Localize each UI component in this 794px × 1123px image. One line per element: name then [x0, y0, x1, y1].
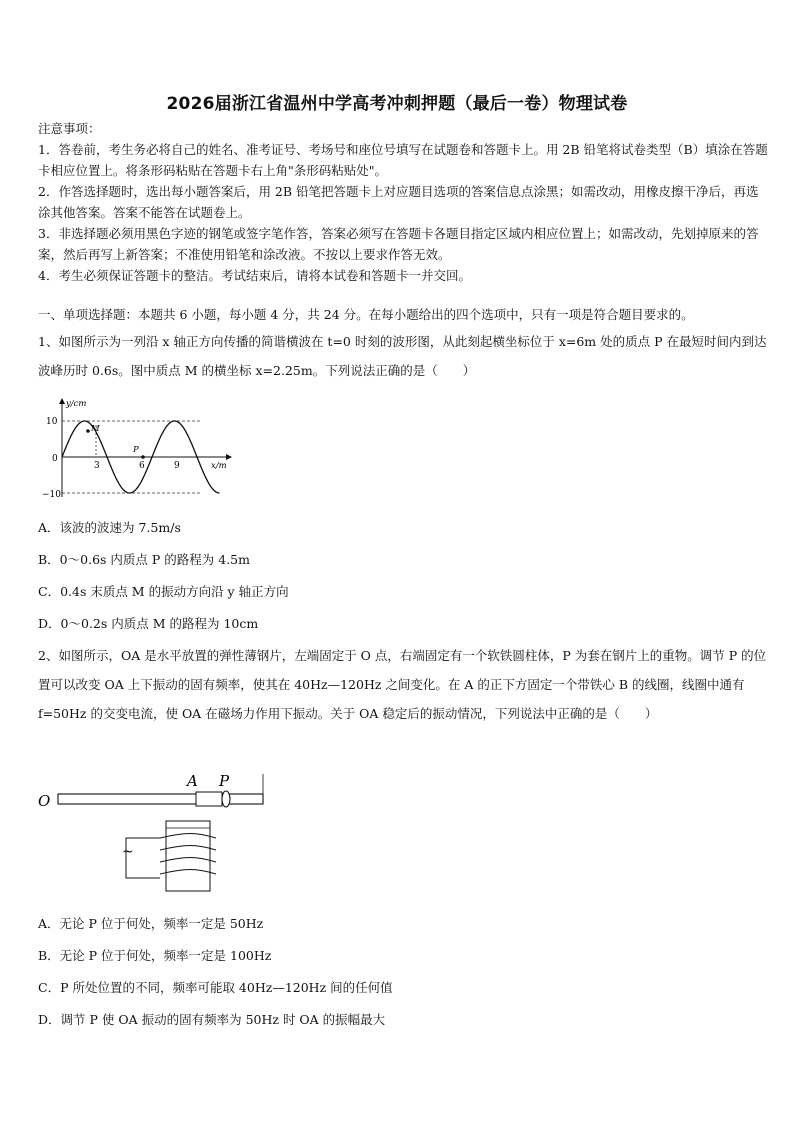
label-M: M [91, 424, 100, 434]
y-tick-10: 10 [46, 417, 58, 427]
question-1-text: 1、如图所示为一列沿 x 轴正方向传播的简谐横波在 t=0 时刻的波形图，从此刻起横坐标位于 x=6m 处的质点 P 在最短时间内到达波峰历时 0.6s。图中质点 M 的横坐标 x=2.25m。下列说法正确的是（ ） [38, 334, 767, 378]
q1-option-c: C．0.4s 末质点 M 的振动方向沿 y 轴正方向 [38, 584, 289, 599]
x-tick-3: 3 [94, 461, 100, 471]
label-O: O [38, 792, 51, 810]
x-tick-9: 9 [174, 461, 180, 471]
question-2-stem [38, 641, 768, 728]
page-title: 2026届浙江省温州中学高考冲刺押题（最后一卷）物理试卷 [166, 94, 628, 114]
y-axis-label: y/cm [66, 399, 87, 409]
weight-P [222, 791, 230, 807]
label-P-weight: P [219, 772, 230, 790]
label-A: A [187, 772, 198, 790]
label-P: P [133, 445, 139, 455]
point-P [141, 455, 145, 459]
iron-core-B [166, 821, 210, 891]
ac-source-symbol: ~ [122, 844, 134, 860]
apparatus-figure [36, 766, 276, 896]
q2-option-b: B．无论 P 位于何处，频率一定是 100Hz [38, 948, 272, 963]
x-tick-6: 6 [139, 461, 145, 471]
question-1-stem [38, 327, 768, 385]
q2-option-d: D．调节 P 使 OA 振动的固有频率为 50Hz 时 OA 的振幅最大 [38, 1012, 386, 1027]
y-tick-neg10: −10 [42, 490, 61, 500]
notice-item-2: 2．作答选择题时，选出每小题答案后，用 2B 铅笔把答题卡上对应题目选项的答案信息点涂黑；如需改动，用橡皮擦干净后，再选涂其他答案。答案不能答在试题卷上。 [38, 184, 759, 220]
q1-option-a: A．该波的波速为 7.5m/s [38, 520, 181, 535]
notice-item-1: 1．答卷前，考生务必将自己的姓名、准考证号、考场号和座位号填写在试题卷和答题卡上。用 2B 铅笔将试卷类型（B）填涂在答题卡相应位置上。将条形码粘贴在答题卡右上角"条形码粘贴处"。 [38, 142, 768, 178]
q2-option-c: C．P 所处位置的不同，频率可能取 40Hz—120Hz 间的任何值 [38, 980, 393, 995]
y-tick-0: 0 [52, 454, 58, 464]
q1-option-d: D．0～0.2s 内质点 M 的路程为 10cm [38, 616, 259, 631]
q1-option-b: B．0～0.6s 内质点 P 的路程为 4.5m [38, 552, 250, 567]
q2-option-a: A．无论 P 位于何处，频率一定是 50Hz [38, 916, 264, 931]
question-2-text: 2、如图所示，OA 是水平放置的弹性薄钢片，左端固定于 O 点，右端固定有一个软铁圆柱体，P 为套在钢片上的重物。调节 P 的位置可以改变 OA 上下振动的固有频率，使其在 40Hz—120Hz 之间变化。在 A 的正下方固定一个带铁心 B 的线圈，线圈中通有 f=50Hz 的交变电流，使 OA 在磁场力作用下振动。关于 OA 稳定后的振动情况，下列说法中正确的是（ ） [38, 648, 767, 721]
notice-block [38, 118, 768, 286]
iron-cylinder [196, 792, 222, 806]
point-M [86, 429, 90, 433]
wave-graph [36, 395, 236, 500]
x-axis-label: x/m [211, 461, 227, 471]
notice-item-3: 3．非选择题必须用黑色字迹的钢笔或签字笔作答，答案必须写在答题卡各题目指定区域内相应位置上；如需改动，先划掉原来的答案，然后再写上新答案；不准使用铅笔和涂改液。不按以上要求作答无效。 [38, 226, 759, 262]
section-heading: 一、单项选择题：本题共 6 小题，每小题 4 分，共 24 分。在每小题给出的四个选项中，只有一项是符合题目要求的。 [38, 307, 694, 322]
notice-heading: 注意事项： [38, 121, 101, 136]
steel-strip [58, 794, 263, 804]
notice-item-4: 4．考生必须保证答题卡的整洁。考试结束后，请将本试卷和答题卡一并交回。 [38, 268, 471, 283]
